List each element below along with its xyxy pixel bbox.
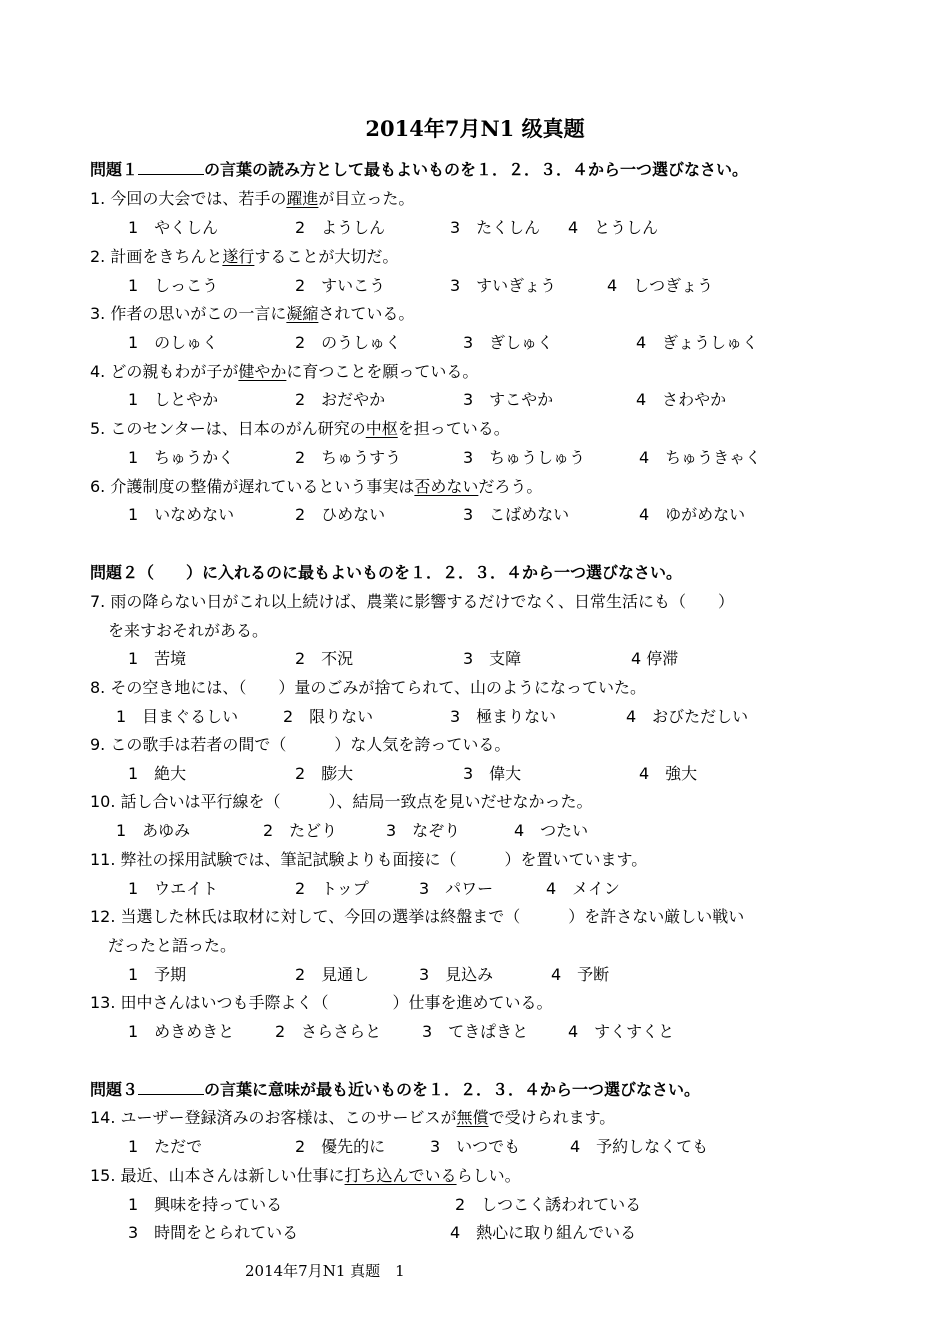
question-text-end: らしい。 <box>456 1166 521 1185</box>
q1-option-2[interactable]: 2 ようしん <box>295 218 386 237</box>
q14-option-3[interactable]: 3 いつでも <box>430 1137 521 1156</box>
q7-option-3[interactable]: 3 支障 <box>463 649 522 668</box>
q15-option-4[interactable]: 4 熱心に取り組んでいる <box>450 1223 637 1242</box>
section-1-prefix: 問題１ <box>90 160 139 179</box>
q13-option-1[interactable]: 1 めきめきと <box>128 1022 235 1041</box>
q13-option-2[interactable]: 2 さらさらと <box>275 1022 382 1041</box>
q7-option-4[interactable]: 4 停滞 <box>631 649 679 668</box>
question-14 <box>90 1108 615 1128</box>
section-1-instruction: の言葉の読み方として最もよいものを１．２．３．４から一つ選びなさい。 <box>204 160 749 179</box>
q14-option-1[interactable]: 1 ただで <box>128 1137 203 1156</box>
q2-option-2[interactable]: 2 すいこう <box>295 276 386 295</box>
q9-option-3[interactable]: 3 偉大 <box>463 764 522 783</box>
question-12: 12. 当選した林氏は取材に対して、今回の選挙は終盤まで（ ）を許さない厳しい戦い <box>90 907 745 926</box>
section-3-instruction: の言葉に意味が最も近いものを１．２．３．４から一つ選びなさい。 <box>204 1080 701 1099</box>
q14-option-2[interactable]: 2 優先的に <box>295 1137 386 1156</box>
q8-option-4[interactable]: 4 おびただしい <box>626 707 749 726</box>
question-3 <box>90 304 414 324</box>
question-text-end: に育つことを願っている。 <box>286 362 479 381</box>
question-8: 8. その空き地には、（ ）量のごみが捨てられて、山のようになっていた。 <box>90 678 647 697</box>
question-text-end: することが大切だ。 <box>254 247 399 266</box>
q13-option-4[interactable]: 4 すくすくと <box>568 1022 675 1041</box>
underlined-word: 凝縮 <box>286 304 319 323</box>
underlined-word: 否めない <box>414 477 479 496</box>
underlined-word: 健やか <box>238 362 287 381</box>
q1-option-3[interactable]: 3 たくしん <box>450 218 541 237</box>
question-9: 9. この歌手は若者の間で（ ）な人気を誇っている。 <box>90 735 511 754</box>
question-text: どの親もわが子が <box>110 362 239 381</box>
question-1 <box>90 189 414 209</box>
page-title: 2014年7月N1 级真题 <box>365 116 585 141</box>
q14-option-4[interactable]: 4 予約しなくても <box>570 1137 709 1156</box>
section-3-heading <box>90 1080 700 1100</box>
q5-option-3[interactable]: 3 ちゅうしゅう <box>463 448 586 467</box>
underlined-word: 遂行 <box>222 247 255 266</box>
underline-blank <box>138 1081 204 1095</box>
question-number: 14. <box>90 1108 121 1127</box>
q11-option-4[interactable]: 4 メイン <box>546 879 620 898</box>
q15-option-2[interactable]: 2 しつこく誘われている <box>455 1195 642 1214</box>
question-number: 15. <box>90 1166 121 1185</box>
q12-option-1[interactable]: 1 予期 <box>128 965 187 984</box>
question-13: 13. 田中さんはいつも手際よく（ ）仕事を進めている。 <box>90 993 553 1012</box>
question-text: 最近、山本さんは新しい仕事に <box>120 1166 345 1185</box>
q10-option-3[interactable]: 3 なぞり <box>386 821 461 840</box>
q12-option-3[interactable]: 3 見込み <box>419 965 494 984</box>
question-text: 介護制度の整備が遅れているという事実は <box>110 477 415 496</box>
q6-option-2[interactable]: 2 ひめない <box>295 505 386 524</box>
question-text-end: だろう。 <box>478 477 543 496</box>
q6-option-1[interactable]: 1 いなめない <box>128 505 235 524</box>
q4-option-3[interactable]: 3 すこやか <box>463 390 554 409</box>
section-3-prefix: 問題３ <box>90 1080 139 1099</box>
q12-option-4[interactable]: 4 予断 <box>551 965 610 984</box>
q3-option-1[interactable]: 1 のしゅく <box>128 333 219 352</box>
question-text: ユーザー登録済みのお客様は、このサービスが <box>120 1108 457 1127</box>
question-15 <box>90 1166 521 1186</box>
question-number: 2. <box>90 247 111 266</box>
q3-option-2[interactable]: 2 のうしゅく <box>295 333 402 352</box>
q12-option-2[interactable]: 2 見通し <box>295 965 370 984</box>
question-6 <box>90 477 542 497</box>
q9-option-4[interactable]: 4 強大 <box>639 764 698 783</box>
q4-option-4[interactable]: 4 さわやか <box>636 390 727 409</box>
question-5 <box>90 419 510 439</box>
q2-option-4[interactable]: 4 しつぎょう <box>607 276 714 295</box>
q8-option-1[interactable]: 1 目まぐるしい <box>116 707 239 726</box>
question-text-end: で受けられます。 <box>488 1108 616 1127</box>
underlined-word: 中枢 <box>365 419 398 438</box>
question-2 <box>90 247 398 267</box>
q6-option-3[interactable]: 3 こばめない <box>463 505 570 524</box>
q7-option-2[interactable]: 2 不況 <box>295 649 354 668</box>
q11-option-1[interactable]: 1 ウエイト <box>128 879 219 898</box>
question-11: 11. 弊社の採用試験では、筆記試験よりも面接に（ ）を置いています。 <box>90 850 648 869</box>
q8-option-2[interactable]: 2 限りない <box>283 707 374 726</box>
underlined-word: 無償 <box>456 1108 489 1127</box>
underlined-word: 打ち込んでいる <box>344 1166 457 1185</box>
underlined-word: 躍進 <box>286 189 319 208</box>
q5-option-2[interactable]: 2 ちゅうすう <box>295 448 402 467</box>
question-7: 7. 雨の降らない日がこれ以上続けば、農業に影響するだけでなく、日常生活にも（ ） <box>90 592 735 611</box>
question-text: このセンターは、日本のがん研究の <box>110 419 366 438</box>
question-4 <box>90 362 478 382</box>
question-text-end: されている。 <box>318 304 415 323</box>
q8-option-3[interactable]: 3 極まりない <box>450 707 557 726</box>
q15-option-1[interactable]: 1 興味を持っている <box>128 1195 283 1214</box>
q5-option-4[interactable]: 4 ちゅうきゃく <box>639 448 762 467</box>
page-footer: 2014年7月N1 真题 1 <box>245 1262 405 1280</box>
q9-option-1[interactable]: 1 絶大 <box>128 764 187 783</box>
question-7-cont: を来すおそれがある。 <box>108 621 269 640</box>
q2-option-3[interactable]: 3 すいぎょう <box>450 276 557 295</box>
q9-option-2[interactable]: 2 膨大 <box>295 764 354 783</box>
q3-option-3[interactable]: 3 ぎしゅく <box>463 333 554 352</box>
q1-option-1[interactable]: 1 やくしん <box>128 218 219 237</box>
q13-option-3[interactable]: 3 てきぱきと <box>422 1022 529 1041</box>
q11-option-2[interactable]: 2 トップ <box>295 879 369 898</box>
q3-option-4[interactable]: 4 ぎょうしゅく <box>636 333 759 352</box>
q6-option-4[interactable]: 4 ゆがめない <box>639 505 746 524</box>
q7-option-1[interactable]: 1 苦境 <box>128 649 187 668</box>
question-text-end: が目立った。 <box>318 189 415 208</box>
question-number: 5. <box>90 419 111 438</box>
q5-option-1[interactable]: 1 ちゅうかく <box>128 448 235 467</box>
question-number: 6. <box>90 477 111 496</box>
question-text: 今回の大会では、若手の <box>110 189 287 208</box>
question-text-end: を担っている。 <box>397 419 510 438</box>
q15-option-3[interactable]: 3 時間をとられている <box>128 1223 299 1242</box>
q4-option-1[interactable]: 1 しとやか <box>128 390 219 409</box>
question-number: 1. <box>90 189 111 208</box>
question-12-cont: だったと語った。 <box>108 936 237 955</box>
q1-option-4[interactable]: 4 とうしん <box>568 218 659 237</box>
q11-option-3[interactable]: 3 パワー <box>419 879 494 898</box>
section-1-heading <box>90 160 748 180</box>
underline-blank <box>138 161 204 175</box>
q10-option-1[interactable]: 1 あゆみ <box>116 821 191 840</box>
q10-option-2[interactable]: 2 たどり <box>263 821 338 840</box>
question-text: 計画をきちんと <box>110 247 223 266</box>
question-number: 3. <box>90 304 111 323</box>
question-10: 10. 話し合いは平行線を（ ）、結局一致点を見いだせなかった。 <box>90 792 593 811</box>
q2-option-1[interactable]: 1 しっこう <box>128 276 219 295</box>
question-number: 4. <box>90 362 111 381</box>
section-2-heading: 問題２（ ）に入れるのに最もよいものを１．２．３．４から一つ選びなさい。 <box>90 563 683 582</box>
q4-option-2[interactable]: 2 おだやか <box>295 390 386 409</box>
question-text: 作者の思いがこの一言に <box>110 304 287 323</box>
q10-option-4[interactable]: 4 つたい <box>514 821 589 840</box>
